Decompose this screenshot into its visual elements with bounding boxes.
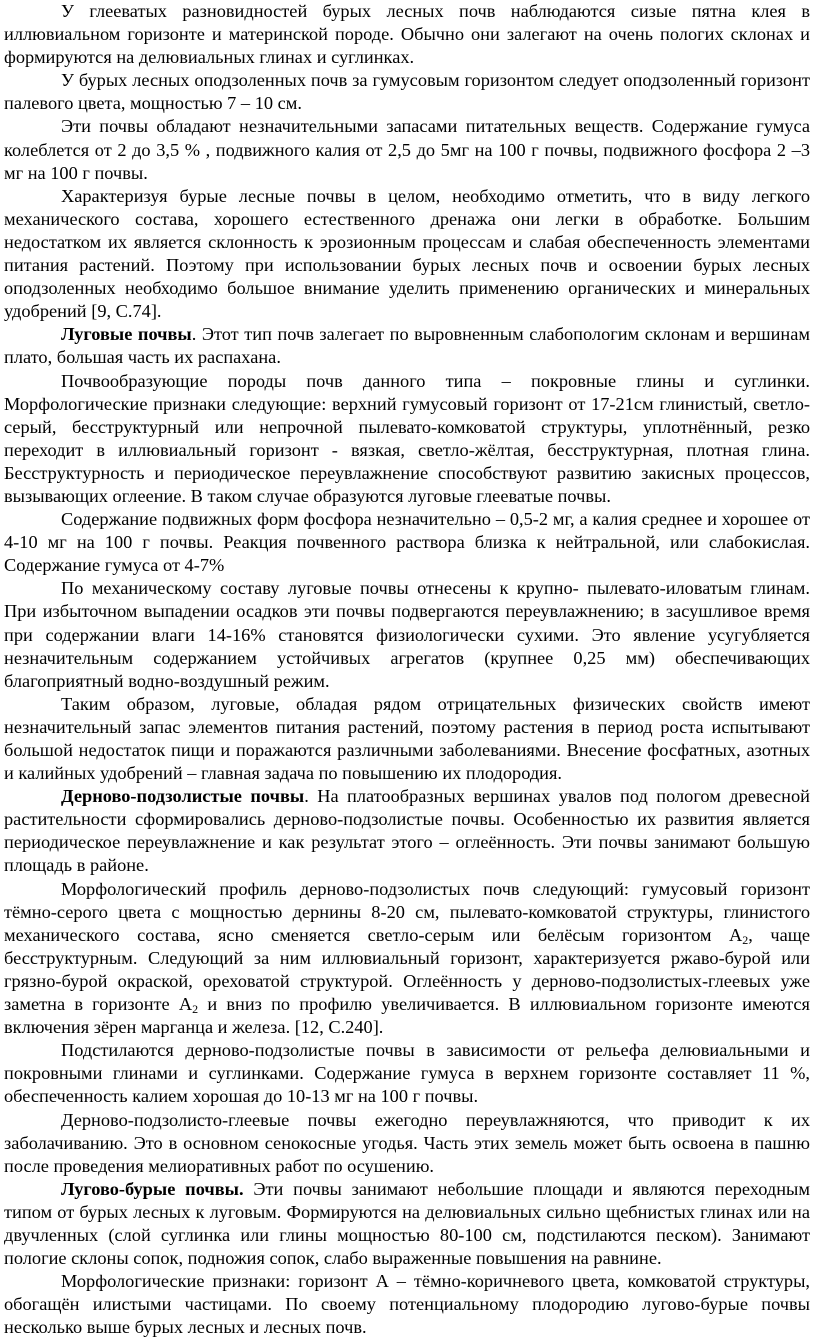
section-heading-meadow-soils: Луговые почвы (61, 324, 192, 345)
paragraph-text: У глееватых разновидностей бурых лесных почв наблюдаются сизые пятна клея в иллювиальном горизонте и материнской породе. Обычно они залегают на очень пологих склонах и формируются на делювиальных глинах и суглинках. (4, 1, 810, 68)
paragraph-text-continued: , чаще бесструктурным. Следующий за ним иллювиальный горизонт, характеризуется ржаво-бурой или грязно-бурой окраской, ореховатой структурой. Оглеённость у дерново-подзолистых-глеевых уже заметна в горизонте А (4, 924, 810, 1015)
paragraph-text: Эти почвы занимают небольшие площади и являются переходным типом от бурых лесных к луговым. Формируются на делювиальных сильно щебнистых глинах или на двучленных (слой суглинка или глины мощностью 80-100 см, подстилаются песком). Занимают пологие склоны сопок, подножия сопок, слабо выраженные повышения на равнине. (4, 1178, 810, 1269)
subscript-index: 2 (742, 932, 749, 947)
paragraph-text: Таким образом, луговые, обладая рядом отрицательных физических свойств имеют незначительный запас элементов питания растений, поэтому растения в период роста испытывают большой недостаток пищи и поражаются различными заболеваниями. Внесение фосфатных, азотных и калийных удобрений – главная задача по повышению их плодородия. (4, 693, 810, 784)
paragraph-11 (4, 878, 810, 1040)
paragraph-text-continued: и вниз по профилю увеличивается. В иллювиальном горизонте имеются включения зёрен марганца и железа. [12, С.240]. (4, 994, 810, 1038)
paragraph-15 (4, 1270, 810, 1339)
paragraph-text: По механическому составу луговые почвы отнесены к крупно- пылевато-иловатым глинам. При избыточном выпадении осадков эти почвы подвергаются переувлажнению; в засушливое время при содержании влаги 14-16% становятся физиологически сухими. Это явление усугубляется незначительным содержанием устойчивых агрегатов (крупнее 0,25 мм) обеспечивающих благоприятный водно-воздушный режим. (4, 578, 810, 691)
paragraph-12 (4, 1039, 810, 1108)
paragraph-text: У бурых лесных оподзоленных почв за гумусовым горизонтом следует оподзоленный горизонт палевого цвета, мощностью 7 – 10 см. (4, 70, 810, 114)
paragraph-9 (4, 693, 810, 785)
paragraph-2 (4, 69, 810, 115)
paragraph-text: Содержание подвижных форм фосфора незначительно – 0,5-2 мг, а калия среднее и хорошее от 4-10 мг на 100 г почвы. Реакция почвенного раствора близка к нейтральной, или слабокислая. Содержание гумуса от 4-7% (4, 509, 810, 576)
paragraph-text: Характеризуя бурые лесные почвы в целом, необходимо отметить, что в виду легкого механического состава, хорошего естественного дренажа они легки в обработке. Большим недостатком их является склонность к эрозионным процессам и слабая обеспеченность элементами питания растений. Поэтому при использовании бурых лесных почв и освоении бурых лесных оподзоленных необходимо большое внимание уделить применению органических и минеральных удобрений [9, С.74]. (4, 185, 810, 322)
paragraph-6 (4, 370, 810, 509)
paragraph-text: . Этот тип почв залегает по выровненным слабопологим склонам и вершинам плато, большая часть их распахана. (4, 324, 810, 368)
paragraph-text: Морфологические признаки: горизонт А – тёмно-коричневого цвета, комковатой структуры, обогащён илистыми частицами. По своему потенциальному плодородию лугово-бурые почвы несколько выше бурых лесных и лесных почв. (4, 1271, 810, 1338)
paragraph-8 (4, 577, 810, 692)
paragraph-4 (4, 185, 810, 324)
subscript-index: 2 (192, 1002, 199, 1017)
paragraph-text: Почвообразующие породы почв данного типа – покровные глины и суглинки. Морфологические признаки следующие: верхний гумусовый горизонт от 17-21см глинистый, светло-серый, бесструктурный или непрочной пылевато-комковатой структуры, уплотнённый, резко переходит в иллювиальный горизонт - вязкая, светло-жёлтая, бесструктурная, плотная глина. Бесструктурность и периодическое переувлажнение способствуют развитию закисных процессов, вызывающих оглеение. В таком случае образуются луговые глееватые почвы. (4, 370, 810, 506)
paragraph-10 (4, 785, 810, 877)
paragraph-3 (4, 115, 810, 184)
paragraph-text: Дерново-подзолисто-глеевые почвы ежегодно переувлажняются, что приводит к их заболачиванию. Это в основном сенокосные угодья. Часть этих земель может быть освоена в пашню после проведения мелиоративных работ по осушению. (4, 1109, 810, 1176)
paragraph-13 (4, 1109, 810, 1178)
paragraph-7 (4, 508, 810, 577)
paragraph-5 (4, 323, 810, 369)
paragraph-14 (4, 1178, 810, 1270)
paragraph-text: Подстилаются дерново-подзолистые почвы в зависимости от рельефа делювиальными и покровными глинами и суглинками. Содержание гумуса в верхнем горизонте составляет 11 %, обеспеченность калием хорошая до 10-13 мг на 100 г почвы. (4, 1040, 810, 1107)
paragraph-text: . На платообразных вершинах увалов под пологом древесной растительности сформировались дерново-подзолистые почвы. Особенностью их развития является периодическое переувлажнение и как результат этого – оглеённость. Эти почвы занимают большую площадь в районе. (4, 786, 810, 876)
paragraph-1 (4, 0, 810, 69)
paragraph-text: Морфологический профиль дерново-подзолистых почв следующий: гумусовый горизонт тёмно-серого цвета с мощностью дернины 8-20 см, пылевато-комковатой структуры, глинистого механического состава, ясно сменяется светло-серым или белёсым горизонтом А (4, 878, 810, 945)
section-heading-meadow-brown-soils: Лугово-бурые почвы. (61, 1178, 244, 1199)
section-heading-sod-podzolic-soils: Дерново-подзолистые почвы (61, 786, 305, 807)
paragraph-text: Эти почвы обладают незначительными запасами питательных веществ. Содержание гумуса колеблется от 2 до 3,5 % , подвижного калия от 2,5 до 5мг на 100 г почвы, подвижного фосфора 2 –3 мг на 100 г почвы. (4, 116, 810, 183)
